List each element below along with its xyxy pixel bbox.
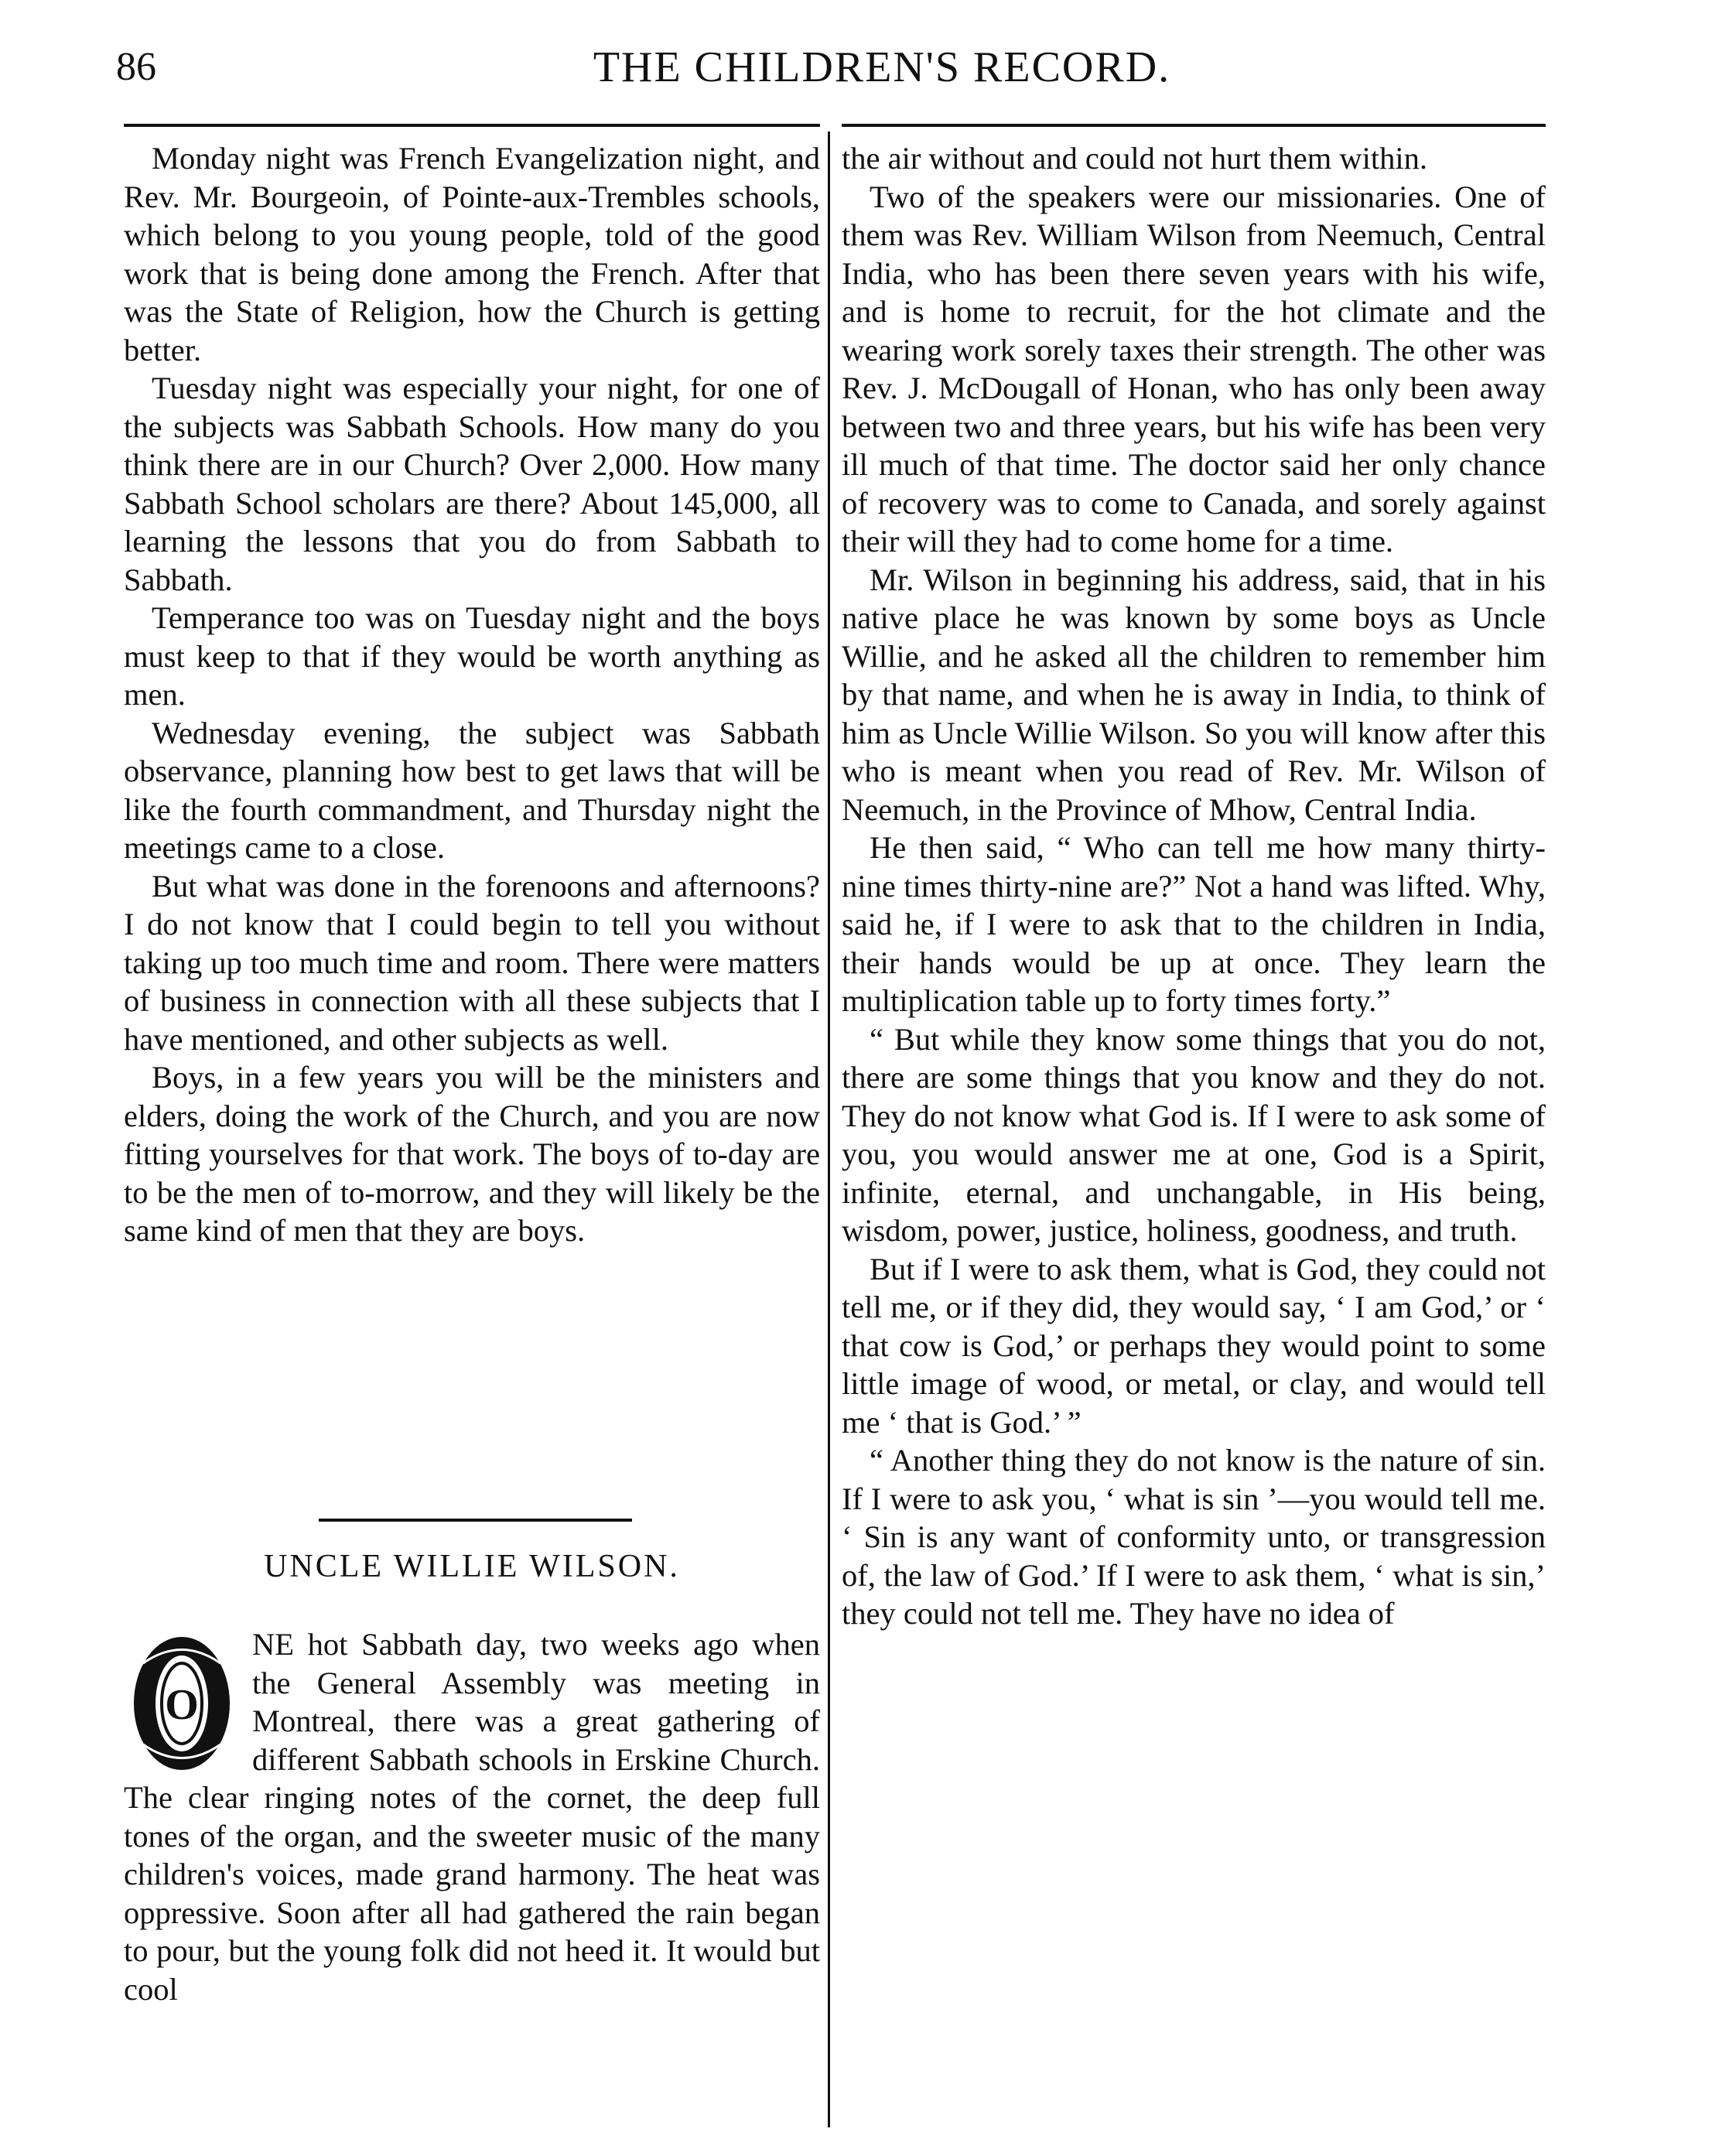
header-rule-left [124, 124, 820, 127]
paragraph: But if I were to ask them, what is God, they could not tell me, or if they did, they would say, ‘ I am God,’ or ‘ that cow is God,’ or perhaps they would point to some little image of wood, or metal, or clay, and would tell me ‘ that is God.’ ” [842, 1251, 1546, 1440]
paragraph: Boys, in a few years you will be the ministers and elders, doing the work of the Church, and you are now fitting yourselves for that work. The boys of to-day are to be the men of to-morrow, and they will likely be the same kind of men that they are boys. [124, 1060, 820, 1248]
paragraph: Wednesday evening, the subject was Sabbath observance, planning how best to get laws that will be like the fourth commandment, and Thursday night the meetings came to a close. [124, 715, 820, 865]
article-title: UNCLE WILLIE WILSON. [264, 1549, 680, 1584]
running-title: THE CHILDREN'S RECORD. [593, 43, 1171, 91]
section-divider [319, 1519, 632, 1522]
column-divider [828, 132, 830, 2127]
page-header [116, 40, 1578, 94]
right-column [842, 139, 1546, 1633]
left-column [124, 139, 820, 1250]
page-number: 86 [116, 45, 156, 89]
paragraph: Temperance too was on Tuesday night and the boys must keep to that if they would be worth anything as men. [124, 600, 820, 712]
paragraph: Tuesday night was especially your night, for one of the subjects was Sabbath Schools. How many do you think there are in our Church? Over 2,000. How many Sabbath School scholars are there? About 145,000, all learning the lessons that you do from Sabbath to Sabbath. [124, 371, 820, 597]
paragraph: He then said, “ Who can tell me how many thirty-nine times thirty-nine are?” Not a hand was lifted. Why, said he, if I were to ask that to the children in India, their hands would be up at once. They learn the multiplication table up to forty times forty.” [842, 830, 1546, 1018]
drop-cap-letter: O [165, 1680, 199, 1729]
header-rule-right [842, 124, 1546, 127]
ornamental-initial-icon [128, 1632, 236, 1775]
drop-cap [124, 1630, 240, 1777]
paragraph: But what was done in the forenoons and afternoons? I do not know that I could begin to tell you without taking up too much time and room. There were matters of business in connection with all these subjects that I have mentioned, and other subjects as well. [124, 868, 820, 1057]
paragraph: Mr. Wilson in beginning his address, said, that in his native place he was known by some boys as Uncle Willie, and he asked all the children to remember him by that name, and when he is away in India, to think of him as Uncle Willie Wilson. So you will know after this who is meant when you read of Rev. Mr. Wilson of Neemuch, in the Province of Mhow, Central India. [842, 562, 1546, 827]
paragraph-continuation: the air without and could not hurt them within. [842, 141, 1428, 176]
paragraph: “ But while they know some things that you do not, there are some things that you know and they do not. They do not know what God is. If I were to ask some of you, you would answer me at one, God is a Spirit, infinite, eternal, and unchangable, in His being, wisdom, power, justice, holiness, goodness, and truth. [842, 1021, 1546, 1248]
article-first-paragraph [124, 1625, 820, 2008]
article-opening [124, 1625, 820, 2008]
article-first-paragraph-text: NE hot Sabbath day, two weeks ago when the General Assembly was meeting in Montreal, there was a great gathering of different Sabbath schools in Erskine Church. The clear ringing notes of the cornet, the deep full tones of the organ, and the sweeter music of the many children's voices, made grand harmony. The heat was oppressive. Soon after all had gathered the rain began to pour, but the young folk did not heed it. It would but cool [124, 1627, 820, 2007]
paragraph: Monday night was French Evangelization night, and Rev. Mr. Bourgeoin, of Pointe-aux-Trembles schools, which belong to you young people, told of the good work that is being done among the French. After that was the State of Religion, how the Church is getting better. [124, 141, 820, 367]
paragraph: Two of the speakers were our missionaries. One of them was Rev. William Wilson from Neemuch, Central India, who has been there seven years with his wife, and is home to recruit, for the hot climate and the wearing work sorely taxes their strength. The other was Rev. J. McDougall of Honan, who has only been away between two and three years, but his wife has been very ill much of that time. The doctor said her only chance of recovery was to come to Canada, and sorely against their will they had to come home for a time. [842, 179, 1546, 559]
paragraph: “ Another thing they do not know is the nature of sin. If I were to ask you, ‘ what is sin ’—you would tell me. ‘ Sin is any want of conformity unto, or transgression of, the law of God.’ If I were to ask them, ‘ what is sin,’ they could not tell me. They have no idea of [842, 1443, 1546, 1631]
